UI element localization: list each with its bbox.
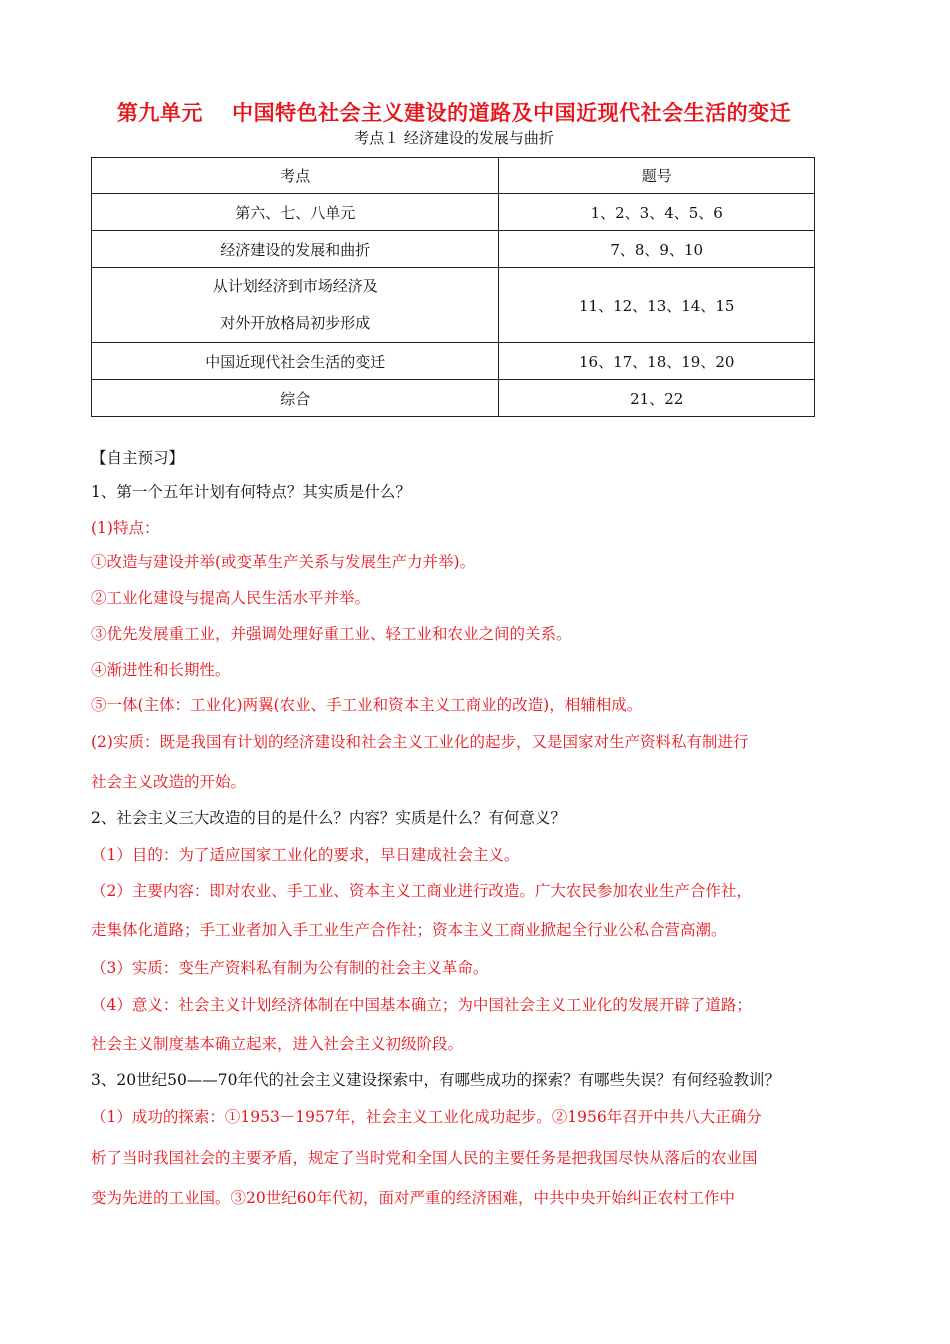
- table-header-row: [92, 158, 815, 194]
- section-heading: 【自主预习】: [91, 449, 185, 467]
- answer-line: （4）意义：社会主义计划经济体制在中国基本确立；为中国社会主义工业化的发展开辟了道路；: [91, 996, 752, 1014]
- table-header-numbers: 题号: [499, 158, 815, 194]
- answer-line: ①改造与建设并举(或变革生产关系与发展生产力并举)。: [91, 553, 476, 571]
- table-cell-topic: 综合: [92, 380, 499, 417]
- table-cell-numbers: 21、22: [499, 380, 815, 417]
- table-row: [92, 194, 815, 231]
- table-row: [92, 268, 815, 343]
- table-header-topic: 考点: [92, 158, 499, 194]
- table-cell-numbers: 7、8、9、10: [499, 231, 815, 268]
- answer-line: （1）目的：为了适应国家工业化的要求，早日建成社会主义。: [91, 846, 520, 864]
- topic-subtitle: 考点１ 经济建设的发展与曲折: [354, 129, 554, 147]
- answer-line: 变为先进的工业国。③20世纪60年代初，面对严重的经济困难，中共中央开始纠正农村工作中: [91, 1189, 735, 1207]
- unit-title: 第九单元 中国特色社会主义建设的道路及中国近现代社会生活的变迁: [116, 101, 792, 125]
- question-2: 2、社会主义三大改造的目的是什么？内容？实质是什么？有何意义？: [91, 809, 566, 827]
- question-3: 3、20世纪50——70年代的社会主义建设探索中，有哪些成功的探索？有哪些失误？有何经验教训？: [91, 1071, 781, 1089]
- topic-table: [91, 157, 815, 417]
- answer-line: （1）成功的探索：①1953－1957年，社会主义工业化成功起步。②1956年召开中共八大正确分: [91, 1108, 762, 1126]
- table-cell-topic: 第六、七、八单元: [92, 194, 499, 231]
- table-cell-topic-line1: 从计划经济到市场经济及: [212, 277, 378, 295]
- question-1: 1、第一个五年计划有何特点？其实质是什么？: [91, 483, 411, 501]
- table-row: [92, 380, 815, 417]
- answer-line: ③优先发展重工业，并强调处理好重工业、轻工业和农业之间的关系。: [91, 625, 572, 643]
- table-cell-numbers: 1、2、3、4、5、6: [499, 194, 815, 231]
- answer-line: 社会主义制度基本确立起来，进入社会主义初级阶段。: [91, 1035, 464, 1053]
- answer-line: 析了当时我国社会的主要矛盾，规定了当时党和全国人民的主要任务是把我国尽快从落后的农业国: [91, 1149, 758, 1167]
- answer-line: （2）主要内容：即对农业、手工业、资本主义工商业进行改造。广大农民参加农业生产合作社，: [91, 882, 752, 900]
- answer-line: ④渐进性和长期性。: [91, 661, 231, 679]
- answer-line: ⑤一体(主体：工业化)两翼(农业、手工业和资本主义工商业的改造)，相辅相成。: [91, 696, 643, 714]
- table-row: [92, 343, 815, 380]
- table-row: [92, 231, 815, 268]
- answer-line: (2)实质：既是我国有计划的经济建设和社会主义工业化的起步，又是国家对生产资料私有制进行: [91, 733, 749, 751]
- table-cell-topic: 经济建设的发展和曲折: [92, 231, 499, 268]
- answer-line: ②工业化建设与提高人民生活水平并举。: [91, 589, 371, 607]
- table-cell-topic: [92, 268, 499, 343]
- table-cell-topic-line2: 对外开放格局初步形成: [220, 314, 371, 332]
- answer-line: 社会主义改造的开始。: [91, 773, 247, 791]
- answer-line: 走集体化道路；手工业者加入手工业生产合作社；资本主义工商业掀起全行业公私合营高潮。: [91, 921, 727, 939]
- answer-line: (1)特点：: [91, 519, 160, 537]
- table-cell-numbers: 16、17、18、19、20: [499, 343, 815, 380]
- table-cell-numbers: 11、12、13、14、15: [499, 268, 815, 343]
- answer-line: （3）实质：变生产资料私有制为公有制的社会主义革命。: [91, 959, 489, 977]
- table-cell-topic: 中国近现代社会生活的变迁: [92, 343, 499, 380]
